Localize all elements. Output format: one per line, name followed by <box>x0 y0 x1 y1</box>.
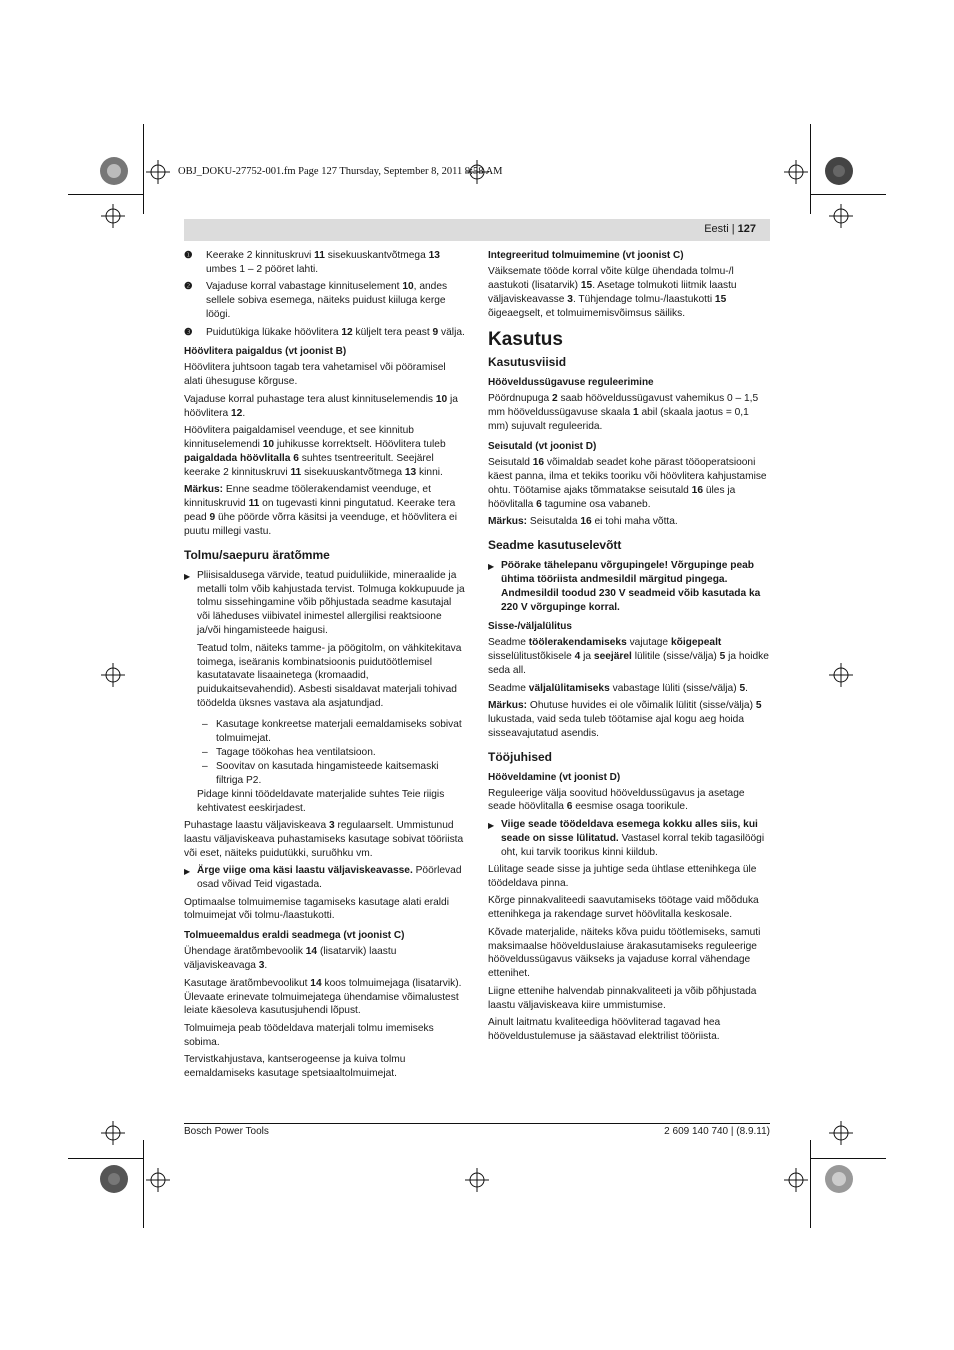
paragraph: Ühendage äratõmbevoolik 14 (lisatarvik) laastu väljaviskeavaga 3. <box>184 946 397 972</box>
step-number: ❷ <box>184 281 193 293</box>
page-number: 127 <box>737 223 756 235</box>
numbered-step <box>184 326 466 340</box>
paragraph: Seadme väljalülitamiseks vabastage lüliti (sisse/välja) 5. <box>488 682 748 694</box>
section-heading: Integreeritud tolmuimemine (vt joonist C) <box>488 250 684 261</box>
paragraph: Lülitage seade sisse ja juhtige seda ühtlase ettenihkega üle töödeldava pinna. <box>488 864 757 889</box>
warning-item <box>184 569 466 715</box>
warning-item <box>488 818 770 860</box>
registration-target-icon <box>829 663 853 687</box>
note-paragraph: Märkus: Ohutuse huvides ei ole võimalik lülitit (sisse/välja) 5 lukustada, vaid seda tuleb töötamise ajal kogu aeg hoida sisseavajutatud asendis. <box>488 699 762 739</box>
registration-target-icon <box>829 1121 853 1145</box>
note-paragraph: Märkus: Seisutalda 16 ei tohi maha võtta. <box>488 516 678 527</box>
paragraph: Pidage kinni töödeldavate materjalide suhtes Teie riigis kehtivatest eeskirjadest. <box>197 788 445 814</box>
subsection-heading: Sisse-/väljalülitus <box>488 621 572 633</box>
paragraph: Vajaduse korral puhastage tera alust kinnituselemendis 10 ja höövlitera 12. <box>184 393 458 419</box>
paragraph: Pöördnupuga 2 saab hööveldussügavust vahemikus 0 – 1,5 mm hööveldussügavuse skaala 1 abil (skaala jaotus = 0,1 mm) sujuvalt reguleerida. <box>488 393 759 433</box>
paragraph: Höövlitera juhtsoon tagab tera vahetamisel või pööramisel alati ühesuguse kõrguse. <box>184 362 446 388</box>
triangle-bullet-icon: ▶ <box>488 820 495 830</box>
file-slug: OBJ_DOKU-27752-001.fm Page 127 Thursday, September 8, 2011 9:58 AM <box>178 166 503 177</box>
paragraph: Pliisisaldusega värvide, teatud puiduliikide, mineraalide ja metalli tolm võib kahjustada tervist. Tolmuga kokkupuude ja tolmu sissehingamine võib põhjustada seadme kasutajal või läheduses viibivatel inimestel allergilisi reaktsioone ja/või hingamisteede haigusi. <box>197 569 465 637</box>
section-heading: Tolmu/saepuru äratõmme <box>184 547 330 562</box>
paragraph: Teatud tolm, näiteks tamme- ja pöögitolm, on vähkitekitava toimega, iseäranis kombinatsioonis puidutöötlemisel kasutatavate lisaainetega (kromaadid, puidukaitsevahendid). Asbesti sisaldavat materjali tohivad töödelda üksnes vastava ala asjatundjad. <box>197 642 462 710</box>
paragraph: Seadme töölerakendamiseks vajutage kõigepealt sisselülitustõkisele 4 ja seejärel lülitile (sisse/välja) 5 ja hoidke seda all. <box>488 637 769 677</box>
step-number: ❶ <box>184 250 193 261</box>
registration-target-icon <box>465 1168 489 1192</box>
paragraph: Viige seade töödeldava esemega kokku alles siis, kui seade on sisse lülitatud. Vastasel korral tekib tagasilöögi oht, kui tarvik toorikus kinni kiildub. <box>501 818 765 858</box>
numbered-steps <box>184 249 466 339</box>
language-label: Eesti <box>704 223 729 235</box>
triangle-bullet-icon: ▶ <box>488 561 495 571</box>
registration-target-icon <box>101 204 125 228</box>
paragraph: Kasutage äratõmbevoolikut 14 koos tolmuimejaga (lisatarvik). Ülevaate erinevate tolmuimejatega ühendamise võimalustest leiate käesoleva kasutusjuhendi lõpust. <box>184 977 462 1017</box>
paragraph: Ainult laitmatu kvaliteediga höövliterad tagavad hea hööveldustulemuse ja säästavad elektrilist tööriista. <box>488 1017 721 1042</box>
warning-item <box>184 864 466 892</box>
triangle-bullet-icon: ▶ <box>184 867 191 877</box>
subsection-heading: Hööveldussügavuse reguleerimine <box>488 377 654 389</box>
section-heading: Tolmueemaldus eraldi seadmega (vt joonist C) <box>184 930 405 942</box>
section-heading: Höövlitera paigaldus (vt joonist B) <box>184 346 347 358</box>
paragraph: Väiksemate tööde korral võite külge ühendada tolmu-/l aastukoti (lisatarvik) 15. Asetage tolmukoti liitmik laastu väljaviskeavasse 3. Tühjendage tolmu-/laastukotti 15 õigeaegselt, et tolmuimemisvõimsus säiliks. <box>488 265 737 319</box>
paragraph: Reguleerige välja soovitud hööveldussügavus ja asetage seade höövlitalla 6 eesmise osaga toorikule. <box>488 787 745 813</box>
section-heading: Seadme kasutuselevõtt <box>488 537 622 552</box>
left-column <box>184 249 466 1084</box>
dash-item: – Tagage töökohas hea ventilatsioon. <box>202 747 376 758</box>
subsection-heading: Hööveldamine (vt joonist D) <box>488 771 621 783</box>
color-dial-icon <box>100 1165 128 1193</box>
step-number: ❸ <box>184 326 193 338</box>
paragraph: Optimaalse tolmuimemise tagamiseks kasutage alati eraldi tolmuimejat või tolmu-/laastukotti. <box>184 896 449 922</box>
section-heading: Kasutusviisid <box>488 355 567 370</box>
dash-item: – Soovitav on kasutada hingamisteede kaitsemaski filtriga P2. <box>202 760 439 786</box>
color-dial-icon <box>825 1165 853 1193</box>
paragraph: Puhastage laastu väljaviskeava 3 regulaarselt. Ummistunud laastu väljaviskeava puhastamiseks kasutage sobivat tööriista või eset, näiteks puidutükki, suruõhku vm. <box>184 820 464 859</box>
paragraph: Tervistkahjustava, kantserogeense ja kuiva tolmu eemaldamiseks kasutage spetsiaaltolmuimejat. <box>184 1054 406 1080</box>
footer-brand: Bosch Power Tools <box>184 1126 269 1137</box>
right-column <box>488 249 770 1047</box>
registration-target-icon <box>146 1168 170 1192</box>
registration-target-icon <box>101 1121 125 1145</box>
header-separator: | <box>728 223 738 235</box>
numbered-step <box>184 280 466 322</box>
step-text: Puidutükiga lükake höövlitera 12 küljelt tera peast 9 välja. <box>206 326 465 338</box>
registration-target-icon <box>101 663 125 687</box>
color-dial-icon <box>100 157 128 185</box>
warning-item <box>488 559 770 615</box>
paragraph: Kõvade materjalide, näiteks kõva puidu töötlemiseks, samuti maksimaalse hööveldusIaiuse ärakasutamiseks reguleerige hööveldussügavus väikseks ja vajaduse korral vähendage ettenihet. <box>488 926 761 980</box>
paragraph: Pöörake tähelepanu võrgupingele! Võrgupinge peab ühtima tööriista andmesildil märgitud pingega. Andmesildil toodud 230 V seadmeid võib kasutada ka 220 V võrgupinge korral. <box>501 559 761 613</box>
color-dial-icon <box>825 157 853 185</box>
footer-docnumber: 2 609 140 740 | (8.9.11) <box>664 1126 770 1137</box>
registration-target-icon <box>829 204 853 228</box>
numbered-step <box>184 249 466 277</box>
note-paragraph: Märkus: Enne seadme töölerakendamist veenduge, et kinnituskruvid 11 on tugevasti kinni pingutatud. Keerake tera pead 9 ühe pöörde võrra käsitsi ja veenduge, et höövlitera ei puutu millegi vastu. <box>184 484 457 537</box>
paragraph: Seisutald 16 võimaldab seadet kohe pärast tööoperatsiooni käest panna, ilma et tekiks tooriku või höövlitera kahjustamise ohtu. Töötamise ajaks tõmmatakse seisutald 16 üles ja höövlitalla 6 tagumine osa vabaneb. <box>488 456 767 510</box>
triangle-bullet-icon: ▶ <box>184 571 191 581</box>
dash-item: – Kasutage konkreetse materjali eemaldamiseks sobivat tolmuimejat. <box>202 719 462 745</box>
step-text: Keerake 2 kinnituskruvi 11 sisekuuskantvõtmega 13 umbes 1 – 2 pööret lahti. <box>206 250 440 275</box>
paragraph: Ärge viige oma käsi laastu väljaviskeavasse. Pöörlevad osad võivad Teid vigastada. <box>197 865 462 891</box>
chapter-title: Kasutus <box>488 328 563 350</box>
page-header <box>184 219 770 241</box>
paragraph: Kõrge pinnakvaliteedi saavutamiseks töötage vaid mõõduka ettenihkega ja rakendage survet höövlitalla keskosale. <box>488 895 759 921</box>
section-heading: Tööjuhised <box>488 749 552 764</box>
paragraph: Tolmuimeja peab töödeldava materjali tolmu imemiseks sobima. <box>184 1022 434 1048</box>
step-text: Vajaduse korral vabastage kinnituselement 10, andes sellele sobiva esemega, näiteks puidust kiiluga kerge löögi. <box>206 281 448 321</box>
registration-target-icon <box>146 160 170 184</box>
registration-target-icon <box>784 160 808 184</box>
footer-rule <box>184 1123 770 1124</box>
paragraph: Höövlitera paigaldamisel veenduge, et see kinnitub kinnituselemendi 10 juhikusse korrektselt. Höövlitera tuleb paigaldada höövlitalla 6 suhtes tsentreeritult. Seejärel keerake 2 kinnituskruvi 11 sisekuuskantvõtmega 13 kinni. <box>184 424 446 478</box>
paragraph: Liigne ettenihe halvendab pinnakvaliteeti ja võib põhjustada laastu väljaviskeava kiire ummistumise. <box>488 985 757 1011</box>
subsection-heading: Seisutald (vt joonist D) <box>488 440 597 452</box>
dash-list <box>184 718 466 788</box>
registration-target-icon <box>784 1168 808 1192</box>
